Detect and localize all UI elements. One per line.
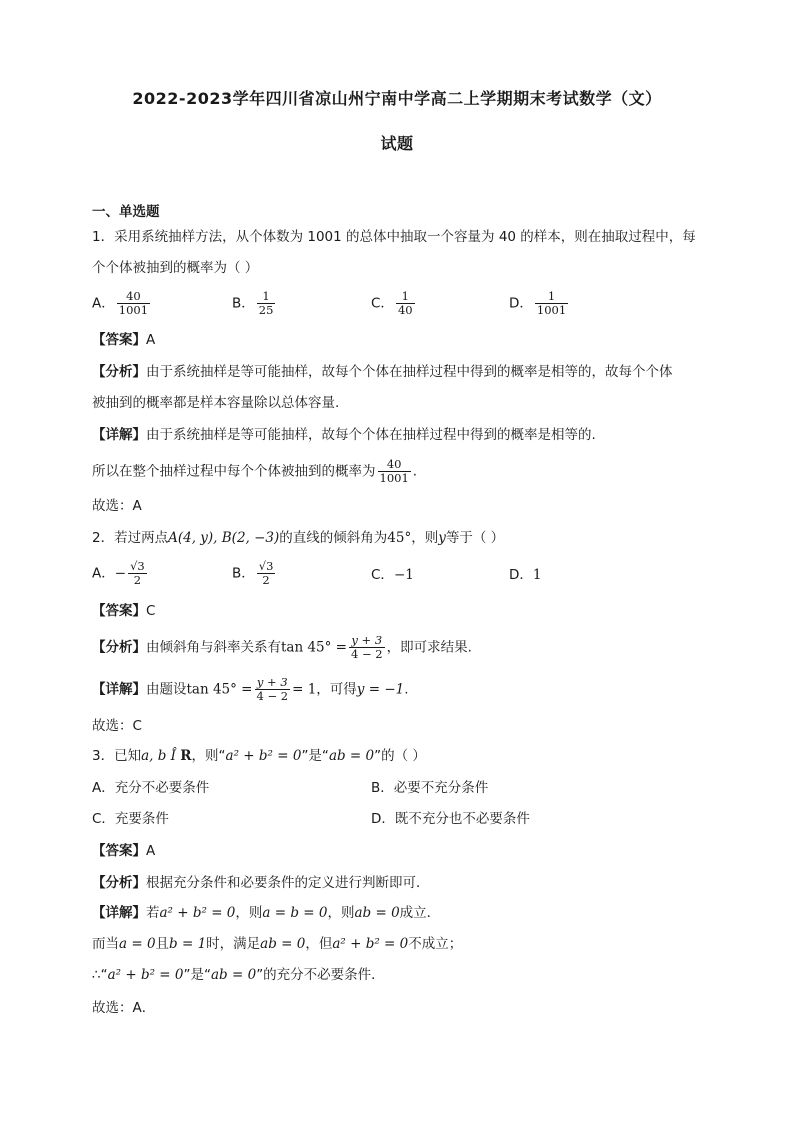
q1-choose: 故选：A	[92, 498, 142, 514]
q3-choose: 故选：A．	[92, 1000, 156, 1016]
q1-answer: 【答案】A	[92, 332, 156, 348]
q1-stem-line2: 个个体被抽到的概率为（ ）	[92, 260, 259, 276]
document-title-line2: 试题	[380, 134, 414, 153]
q1-analysis-line1: 【分析】由于系统抽样是等可能抽样，故每个个体在抽样过程中得到的概率是相等的，故每个个体	[92, 364, 673, 380]
q1-option-a-fraction: $\frac{40}{1001}$	[118, 289, 149, 317]
q3-detail-line2: 而当a = 0且b = 1时，满足ab = 0，但a² + b² = 0不成立；	[92, 936, 463, 952]
q1-detail-line2: 所以在整个抽样过程中每个个体被抽到的概率为 $\frac{40}{1001}$ .	[92, 457, 418, 485]
q2-option-b-fraction: $\frac{√3}{2}$	[258, 559, 274, 587]
q1-option-d-fraction: $\frac{1}{1001}$	[536, 289, 567, 317]
q2-stem: 2．若过两点A(4, y), B(2, −3)的直线的倾斜角为45°，则y等于（ ）	[92, 530, 505, 546]
q3-option-c: C．充要条件	[92, 811, 169, 827]
q2-answer: 【答案】C	[92, 603, 156, 619]
q3-stem: 3．已知a, b Î R，则“a² + b² = 0”是“ab = 0”的（ ）	[92, 748, 426, 764]
q3-answer: 【答案】A	[92, 843, 156, 859]
q3-option-d: D．既不充分也不必要条件	[371, 811, 530, 827]
q1-option-d: D． $\frac{1}{1001}$	[509, 289, 567, 317]
q3-option-b: B．必要不充分条件	[371, 780, 489, 796]
q1-option-c-fraction: $\frac{1}{40}$	[397, 289, 413, 317]
q1-detail-line1: 【详解】由于系统抽样是等可能抽样，故每个个体在抽样过程中得到的概率是相等的.	[92, 427, 596, 443]
document-title-line1: 2022-2023学年四川省凉山州宁南中学高二上学期期末考试数学（文）	[132, 89, 662, 108]
q2-analysis: 【分析】由倾斜角与斜率关系有tan 45° = $\frac{y + 3}{4 - 2}$ ，即可求结果.	[92, 633, 472, 661]
q2-option-d: D．1	[509, 567, 542, 583]
q2-choose: 故选：C	[92, 718, 142, 734]
q1-option-c: C． $\frac{1}{40}$	[371, 289, 413, 317]
section-heading: 一、单选题	[92, 204, 160, 220]
q1-analysis-line2: 被抽到的概率都是样本容量除以总体容量.	[92, 395, 340, 411]
q2-option-a: A．− $\frac{√3}{2}$	[92, 559, 145, 587]
q2-option-a-fraction: $\frac{√3}{2}$	[130, 559, 145, 587]
q3-option-a: A．充分不必要条件	[92, 780, 210, 796]
q1-stem-line1: 1．采用系统抽样方法，从个体数为 1001 的总体中抽取一个容量为 40 的样本，则在抽取过程中，每	[92, 229, 696, 245]
q1-detail-fraction: $\frac{40}{1001}$	[379, 457, 409, 485]
q1-option-b: B． $\frac{1}{25}$	[232, 289, 274, 317]
q2-option-c: C．−1	[371, 567, 414, 583]
q1-option-a: A． $\frac{40}{1001}$	[92, 289, 149, 317]
q2-option-b: B． $\frac{√3}{2}$	[232, 559, 274, 587]
q2-detail-fraction: $\frac{y + 3}{4 - 2}$	[256, 675, 289, 703]
q2-analysis-fraction: $\frac{y + 3}{4 - 2}$	[351, 633, 383, 661]
q3-detail-line3: ∴“a² + b² = 0”是“ab = 0”的充分不必要条件．	[92, 967, 385, 983]
q2-detail: 【详解】由题设tan 45° = $\frac{y + 3}{4 - 2}$ = 1，可得y = −1.	[92, 675, 409, 703]
q3-detail-line1: 【详解】若a² + b² = 0，则a = b = 0，则ab = 0成立．	[92, 905, 441, 921]
q3-analysis: 【分析】根据充分条件和必要条件的定义进行判断即可．	[92, 875, 430, 891]
q1-option-b-fraction: $\frac{1}{25}$	[258, 289, 274, 317]
